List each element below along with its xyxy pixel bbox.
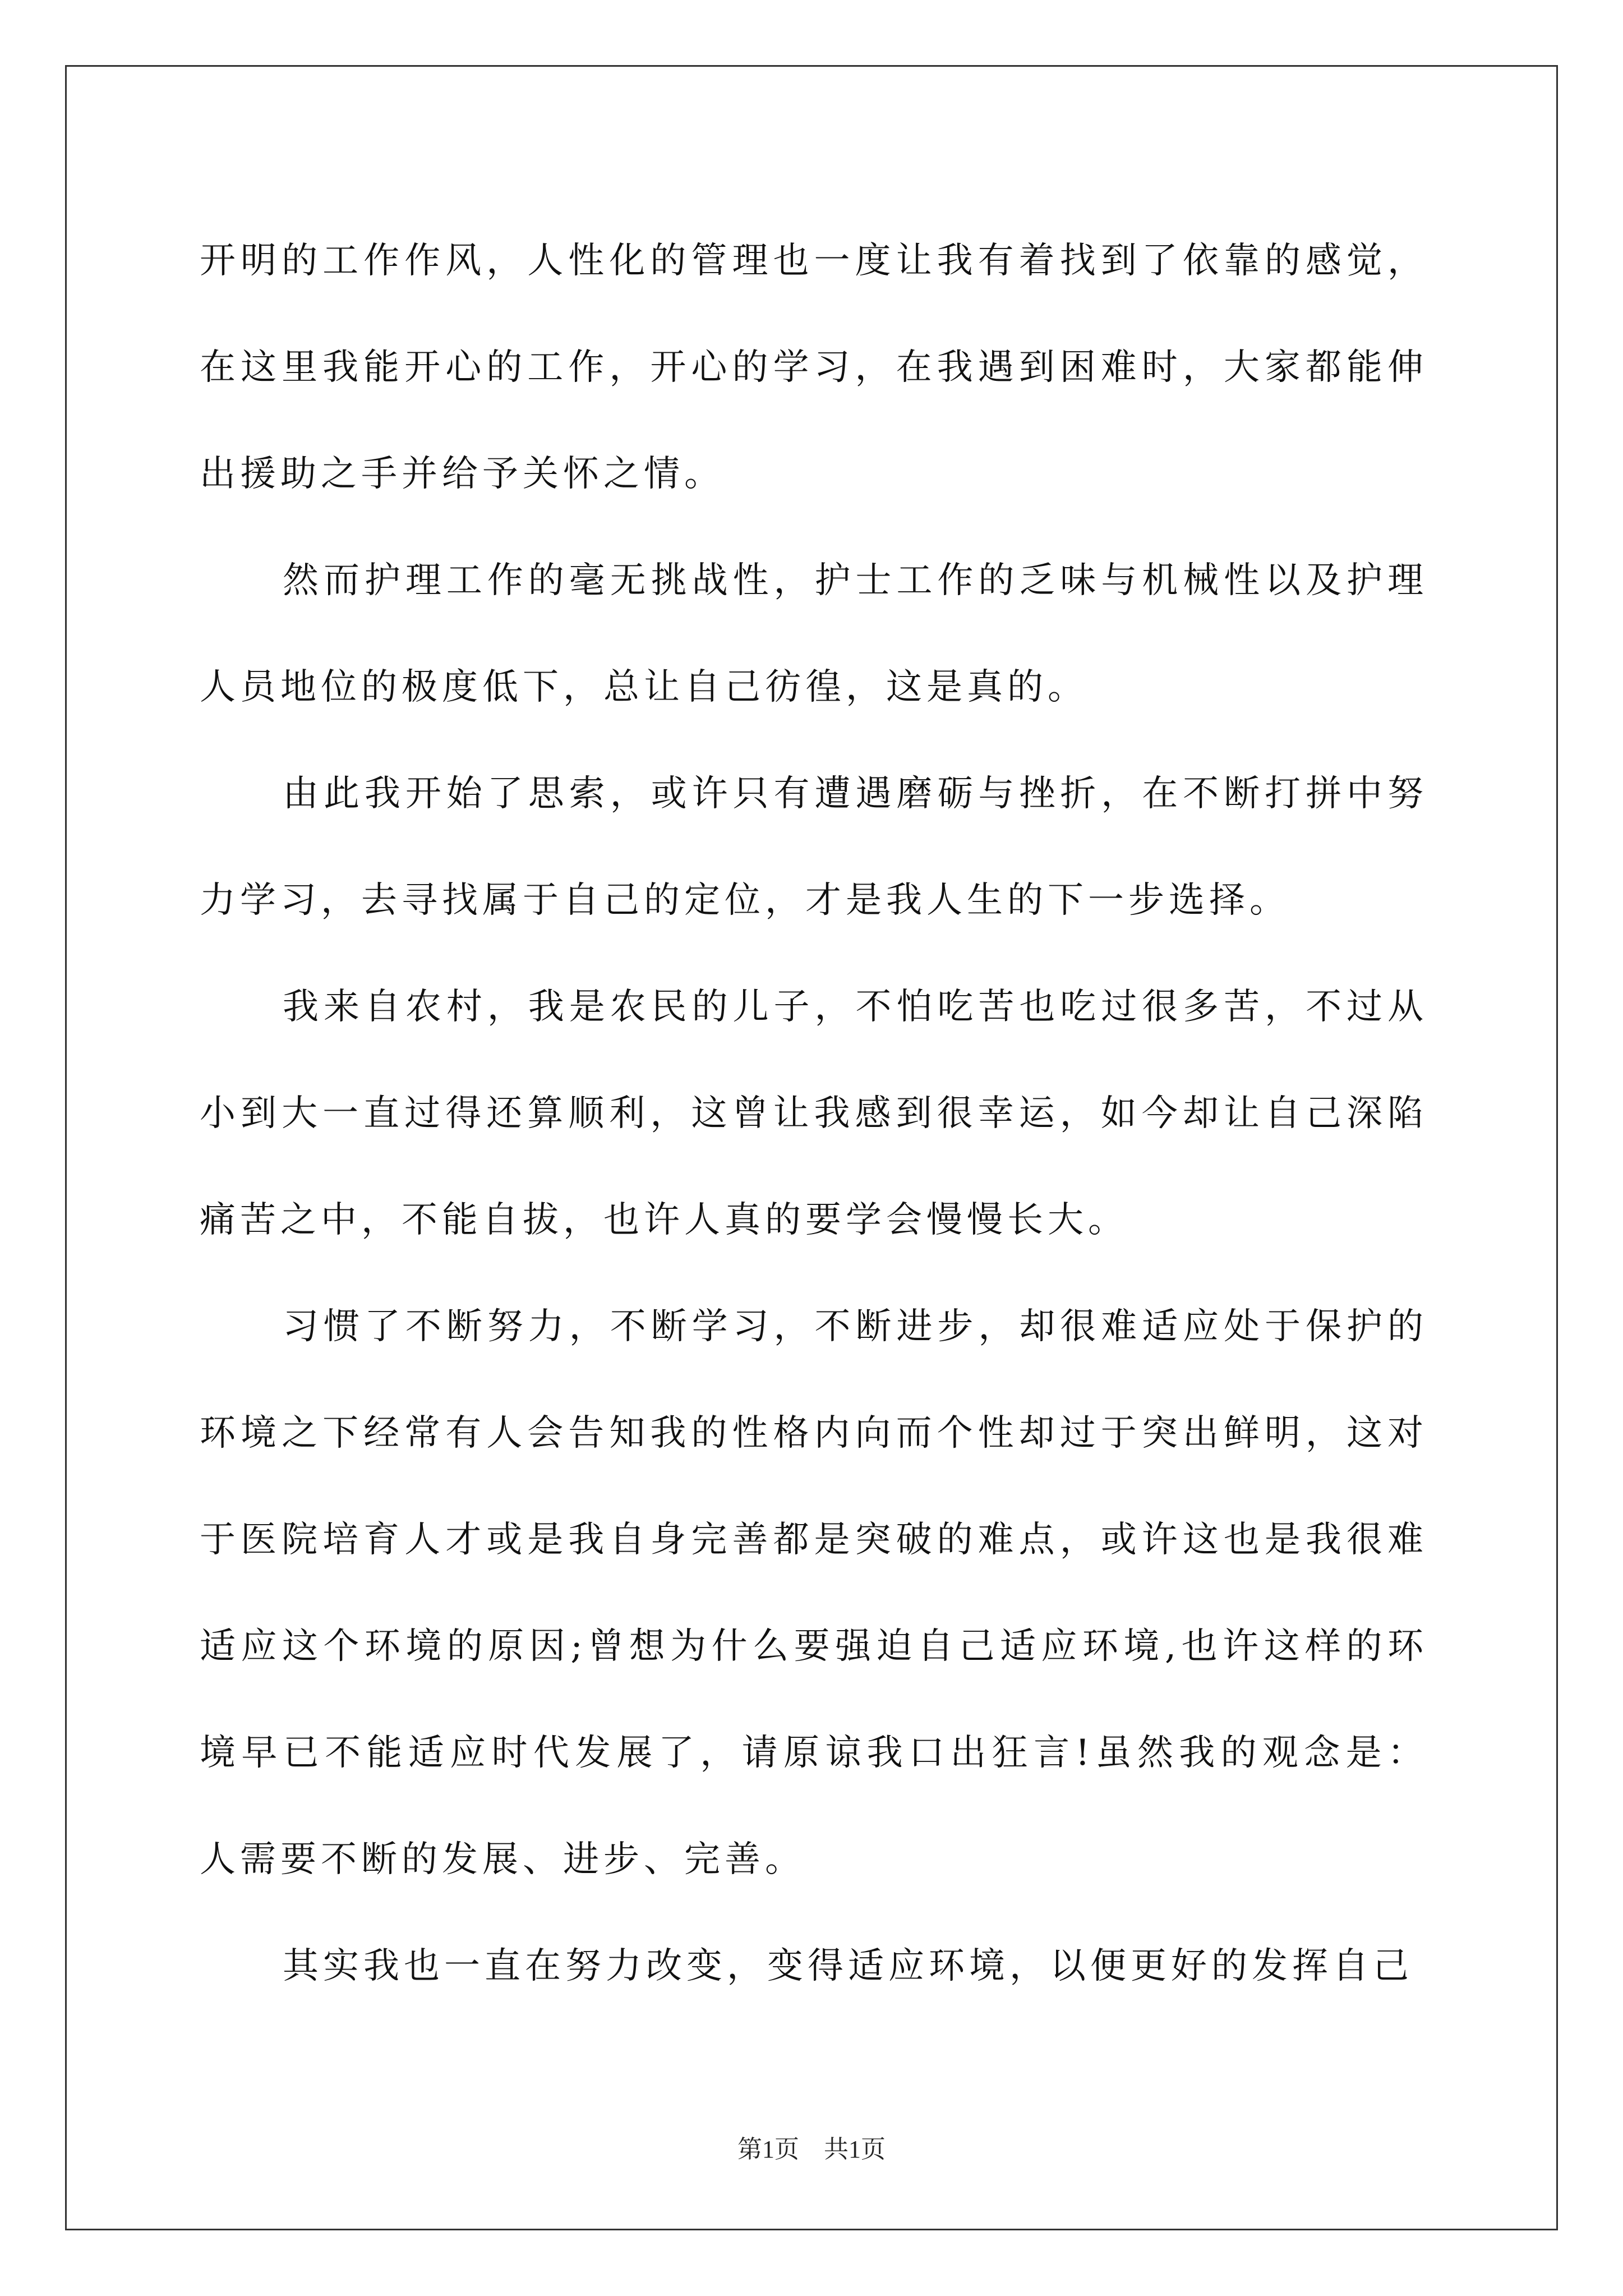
- paragraph: 由此我开始了思索，或许只有遭遇磨砺与挫折，在不断打拼中努力学习，去寻找属于自己的定位，才是我人生的下一步选择。: [200, 773, 1428, 921]
- paragraph: 开明的工作作风，人性化的管理也一度让我有着找到了依靠的感觉，在这里我能开心的工作，开心的学习，在我遇到困难时，大家都能伸出援助之手并给予关怀之情。: [200, 240, 1428, 495]
- page-footer: [0, 2129, 1623, 2165]
- paragraph: 然而护理工作的毫无挑战性，护士工作的乏味与机械性以及护理人员地位的极度低下，总让自己彷徨，这是真的。: [200, 560, 1428, 708]
- paragraph: 我来自农村，我是农民的儿子，不怕吃苦也吃过很多苦，不过从小到大一直过得还算顺利，这曾让我感到很幸运，如今却让自己深陷痛苦之中，不能自拔，也许人真的要学会慢慢长大。: [200, 986, 1428, 1241]
- page-number: 第1页: [737, 2136, 799, 2163]
- page-total: 共1页: [824, 2136, 886, 2163]
- paragraph: 习惯了不断努力，不断学习，不断进步，却很难适应处于保护的环境之下经常有人会告知我的性格内向而个性却过于突出鲜明，这对于医院培育人才或是我自身完善都是突破的难点，或许这也是我很难适应这个环境的原因;曾想为什么要强迫自己适应环境,也许这样的环境早已不能适应时代发展了，请原谅我口出狂言!虽然我的观念是：人需要不断的发展、进步、完善。: [200, 1306, 1428, 1880]
- document-body: [200, 208, 1428, 2019]
- paragraph: 其实我也一直在努力改变，变得适应环境，以便更好的发挥自己: [283, 1945, 1413, 1987]
